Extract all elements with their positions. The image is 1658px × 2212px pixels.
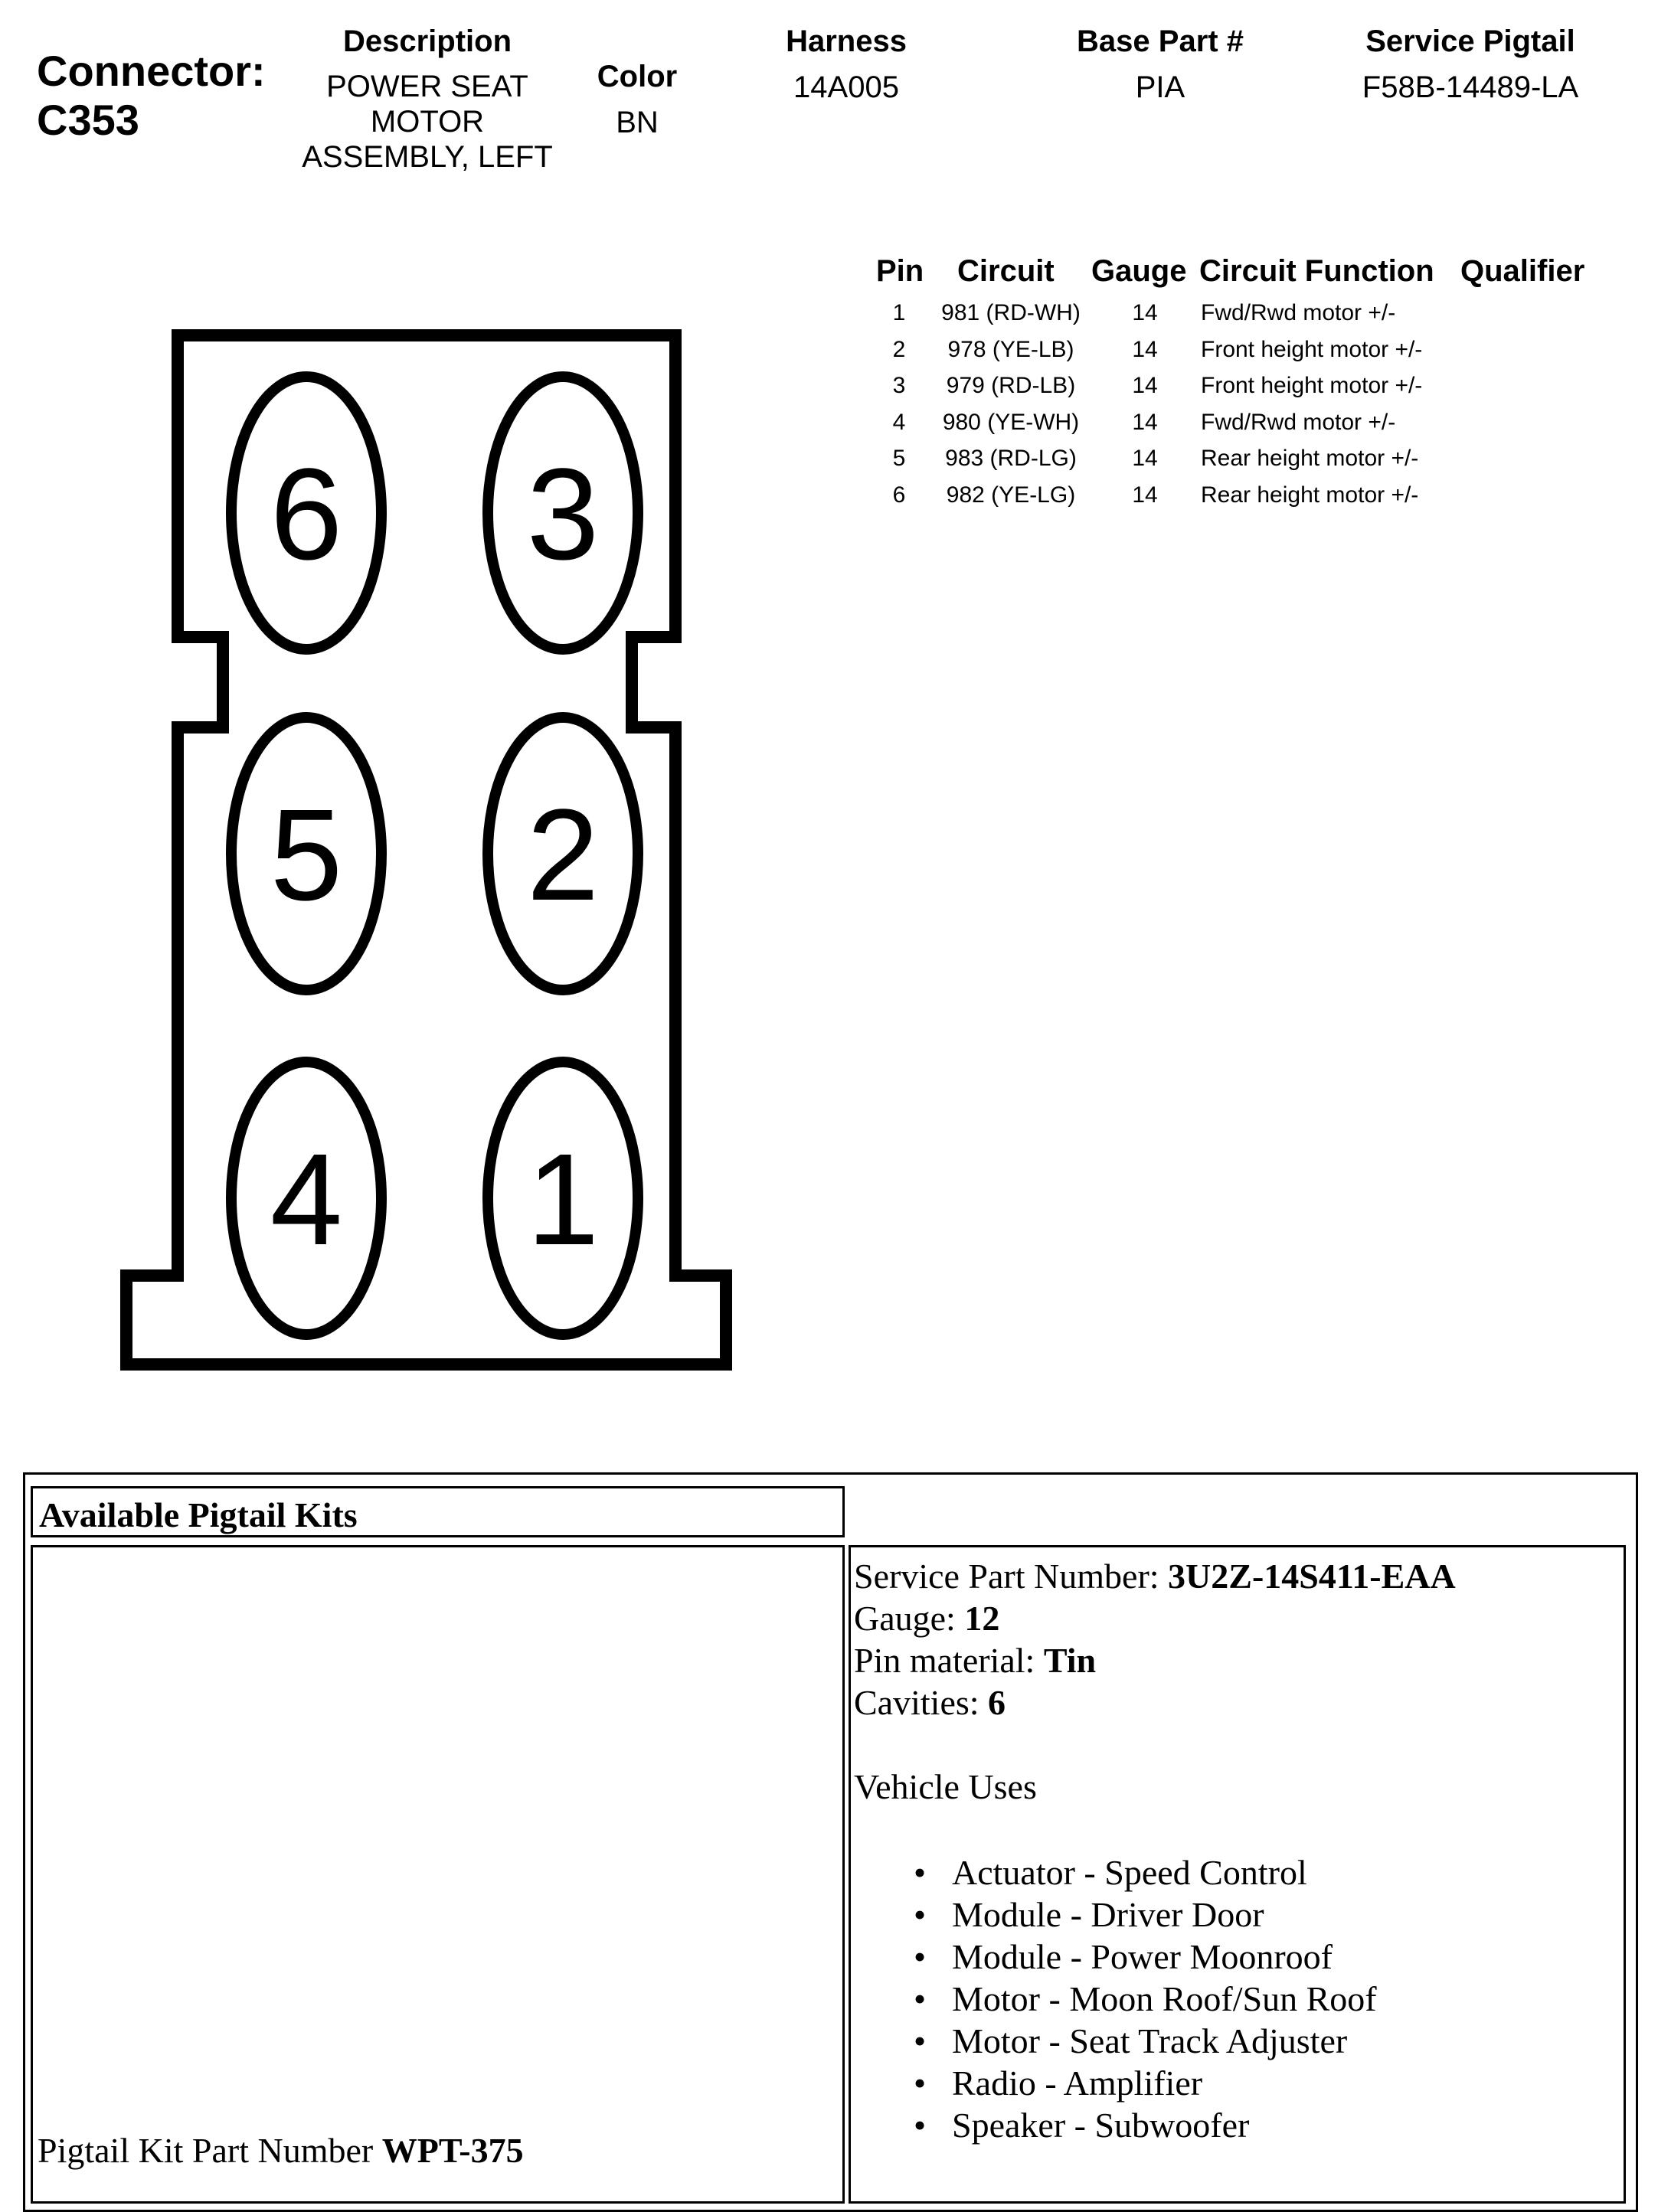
pin-number: 1	[892, 300, 906, 325]
function-cell: Rear height motor +/-	[1201, 446, 1419, 471]
table-row	[842, 373, 1608, 410]
cavity-5	[231, 717, 381, 990]
circuit-cell: 978 (YE-LB)	[947, 336, 1074, 362]
cavity-number: 2	[526, 783, 600, 928]
cavity-1	[488, 1062, 638, 1335]
connector-id: C353	[37, 96, 139, 144]
bullet-icon: •	[914, 1895, 927, 1934]
pigtail-kits-title: Available Pigtail Kits	[39, 1495, 358, 1534]
gauge-cell: 14	[1132, 373, 1158, 398]
gauge-cell: 14	[1132, 409, 1158, 435]
pigtail-details-cell	[849, 1545, 1626, 2204]
pin-table-body	[842, 300, 1608, 518]
kit-part-label: Pigtail Kit Part Number	[38, 2131, 382, 2170]
pin-number: 4	[892, 409, 906, 435]
vehicle-use: Module - Power Moonroof	[952, 1937, 1333, 1976]
cavity-number: 4	[270, 1127, 343, 1273]
description-line: MOTOR	[370, 105, 485, 139]
function-cell: Fwd/Rwd motor +/-	[1201, 409, 1396, 435]
table-row	[842, 482, 1608, 519]
harness-header: Harness	[786, 25, 907, 58]
list-item	[854, 2062, 1624, 2104]
gauge-cell: 14	[1132, 482, 1158, 508]
vehicle-uses-list	[854, 1851, 1624, 2146]
list-item	[854, 1851, 1624, 1893]
bullet-icon: •	[914, 2063, 927, 2103]
vehicle-use: Motor - Seat Track Adjuster	[952, 2021, 1348, 2060]
pin-number: 5	[892, 446, 906, 471]
cavities-label: Cavities:	[854, 1683, 989, 1722]
circuit-cell: 979 (RD-LB)	[946, 373, 1076, 398]
pin-column-header: Pin	[876, 254, 924, 288]
pigtail-kit-part-number	[38, 2129, 524, 2171]
color-value: BN	[616, 106, 659, 139]
list-item	[854, 1936, 1624, 1978]
harness-value: 14A005	[793, 70, 899, 104]
cavity-number: 1	[526, 1127, 600, 1273]
vehicle-use: Module - Driver Door	[952, 1895, 1264, 1934]
connector-face-diagram	[0, 0, 766, 1455]
gauge-line	[854, 1597, 1624, 1639]
function-cell: Fwd/Rwd motor +/-	[1201, 300, 1396, 325]
list-item	[854, 2104, 1624, 2146]
circuit-cell: 980 (YE-WH)	[942, 409, 1080, 435]
pin-material-line	[854, 1639, 1624, 1681]
circuit-cell: 982 (YE-LG)	[946, 482, 1076, 508]
function-cell: Front height motor +/-	[1201, 373, 1423, 398]
table-row	[842, 337, 1608, 374]
function-cell: Rear height motor +/-	[1201, 482, 1419, 508]
cavity-number: 6	[270, 442, 343, 587]
gauge-cell: 14	[1132, 300, 1158, 325]
bullet-icon: •	[914, 2106, 927, 2145]
description-line: POWER SEAT	[326, 70, 528, 103]
description-header: Description	[342, 25, 512, 58]
table-row	[842, 446, 1608, 482]
pin-material-label: Pin material:	[854, 1641, 1044, 1680]
service-pigtail-value: F58B-14489-LA	[1362, 70, 1579, 104]
pin-material-value: Tin	[1043, 1641, 1097, 1680]
cavity-number: 5	[270, 783, 343, 928]
list-item	[854, 1893, 1624, 1936]
gauge-value: 12	[964, 1599, 1000, 1638]
list-item	[854, 2020, 1624, 2062]
service-part-value: 3U2Z-14S411-EAA	[1168, 1557, 1456, 1596]
bullet-icon: •	[914, 2021, 927, 2060]
service-part-number	[854, 1555, 1624, 1597]
bullet-icon: •	[914, 1937, 927, 1976]
base-part-header: Base Part #	[1077, 25, 1244, 58]
circuit-cell: 981 (RD-WH)	[941, 300, 1081, 325]
gauge-cell: 14	[1132, 446, 1158, 471]
pin-number: 6	[892, 482, 906, 508]
cavity-4	[231, 1062, 381, 1335]
gauge-label: Gauge:	[854, 1599, 965, 1638]
pin-number: 2	[892, 336, 906, 362]
base-part-value: PIA	[1135, 70, 1185, 104]
table-row	[842, 410, 1608, 446]
connector-label: Connector:	[37, 47, 266, 95]
vehicle-use: Actuator - Speed Control	[952, 1853, 1307, 1892]
cavities-value: 6	[988, 1683, 1006, 1722]
description-line: ASSEMBLY, LEFT	[302, 140, 553, 174]
vehicle-use: Speaker - Subwoofer	[952, 2106, 1250, 2145]
qualifier-column-header: Qualifier	[1460, 254, 1585, 288]
service-part-label: Service Part Number:	[854, 1557, 1169, 1596]
circuit-cell: 983 (RD-LG)	[945, 446, 1077, 471]
vehicle-use: Motor - Moon Roof/Sun Roof	[952, 1979, 1377, 2018]
vehicle-uses-heading: Vehicle Uses	[854, 1767, 1037, 1806]
table-row	[842, 300, 1608, 337]
function-column-header: Circuit Function	[1199, 254, 1434, 288]
cavity-6	[231, 377, 381, 649]
cavity-3	[488, 377, 638, 649]
service-pigtail-header: Service Pigtail	[1365, 25, 1575, 58]
circuit-column-header: Circuit	[957, 254, 1055, 288]
color-header: Color	[597, 60, 678, 93]
cavity-2	[488, 717, 638, 990]
gauge-cell: 14	[1132, 336, 1158, 362]
gauge-column-header: Gauge	[1091, 254, 1187, 288]
pigtail-kits-title-cell	[31, 1486, 845, 1537]
cavity-number: 3	[526, 442, 600, 587]
bullet-icon: •	[914, 1853, 927, 1892]
cavities-line	[854, 1681, 1624, 1724]
pin-number: 3	[892, 373, 906, 398]
kit-part-value: WPT-375	[381, 2131, 524, 2170]
pigtail-kit-cell	[31, 1545, 845, 2204]
list-item	[854, 1978, 1624, 2020]
function-cell: Front height motor +/-	[1201, 336, 1423, 362]
vehicle-use: Radio - Amplifier	[952, 2063, 1203, 2103]
bullet-icon: •	[914, 1979, 927, 2018]
